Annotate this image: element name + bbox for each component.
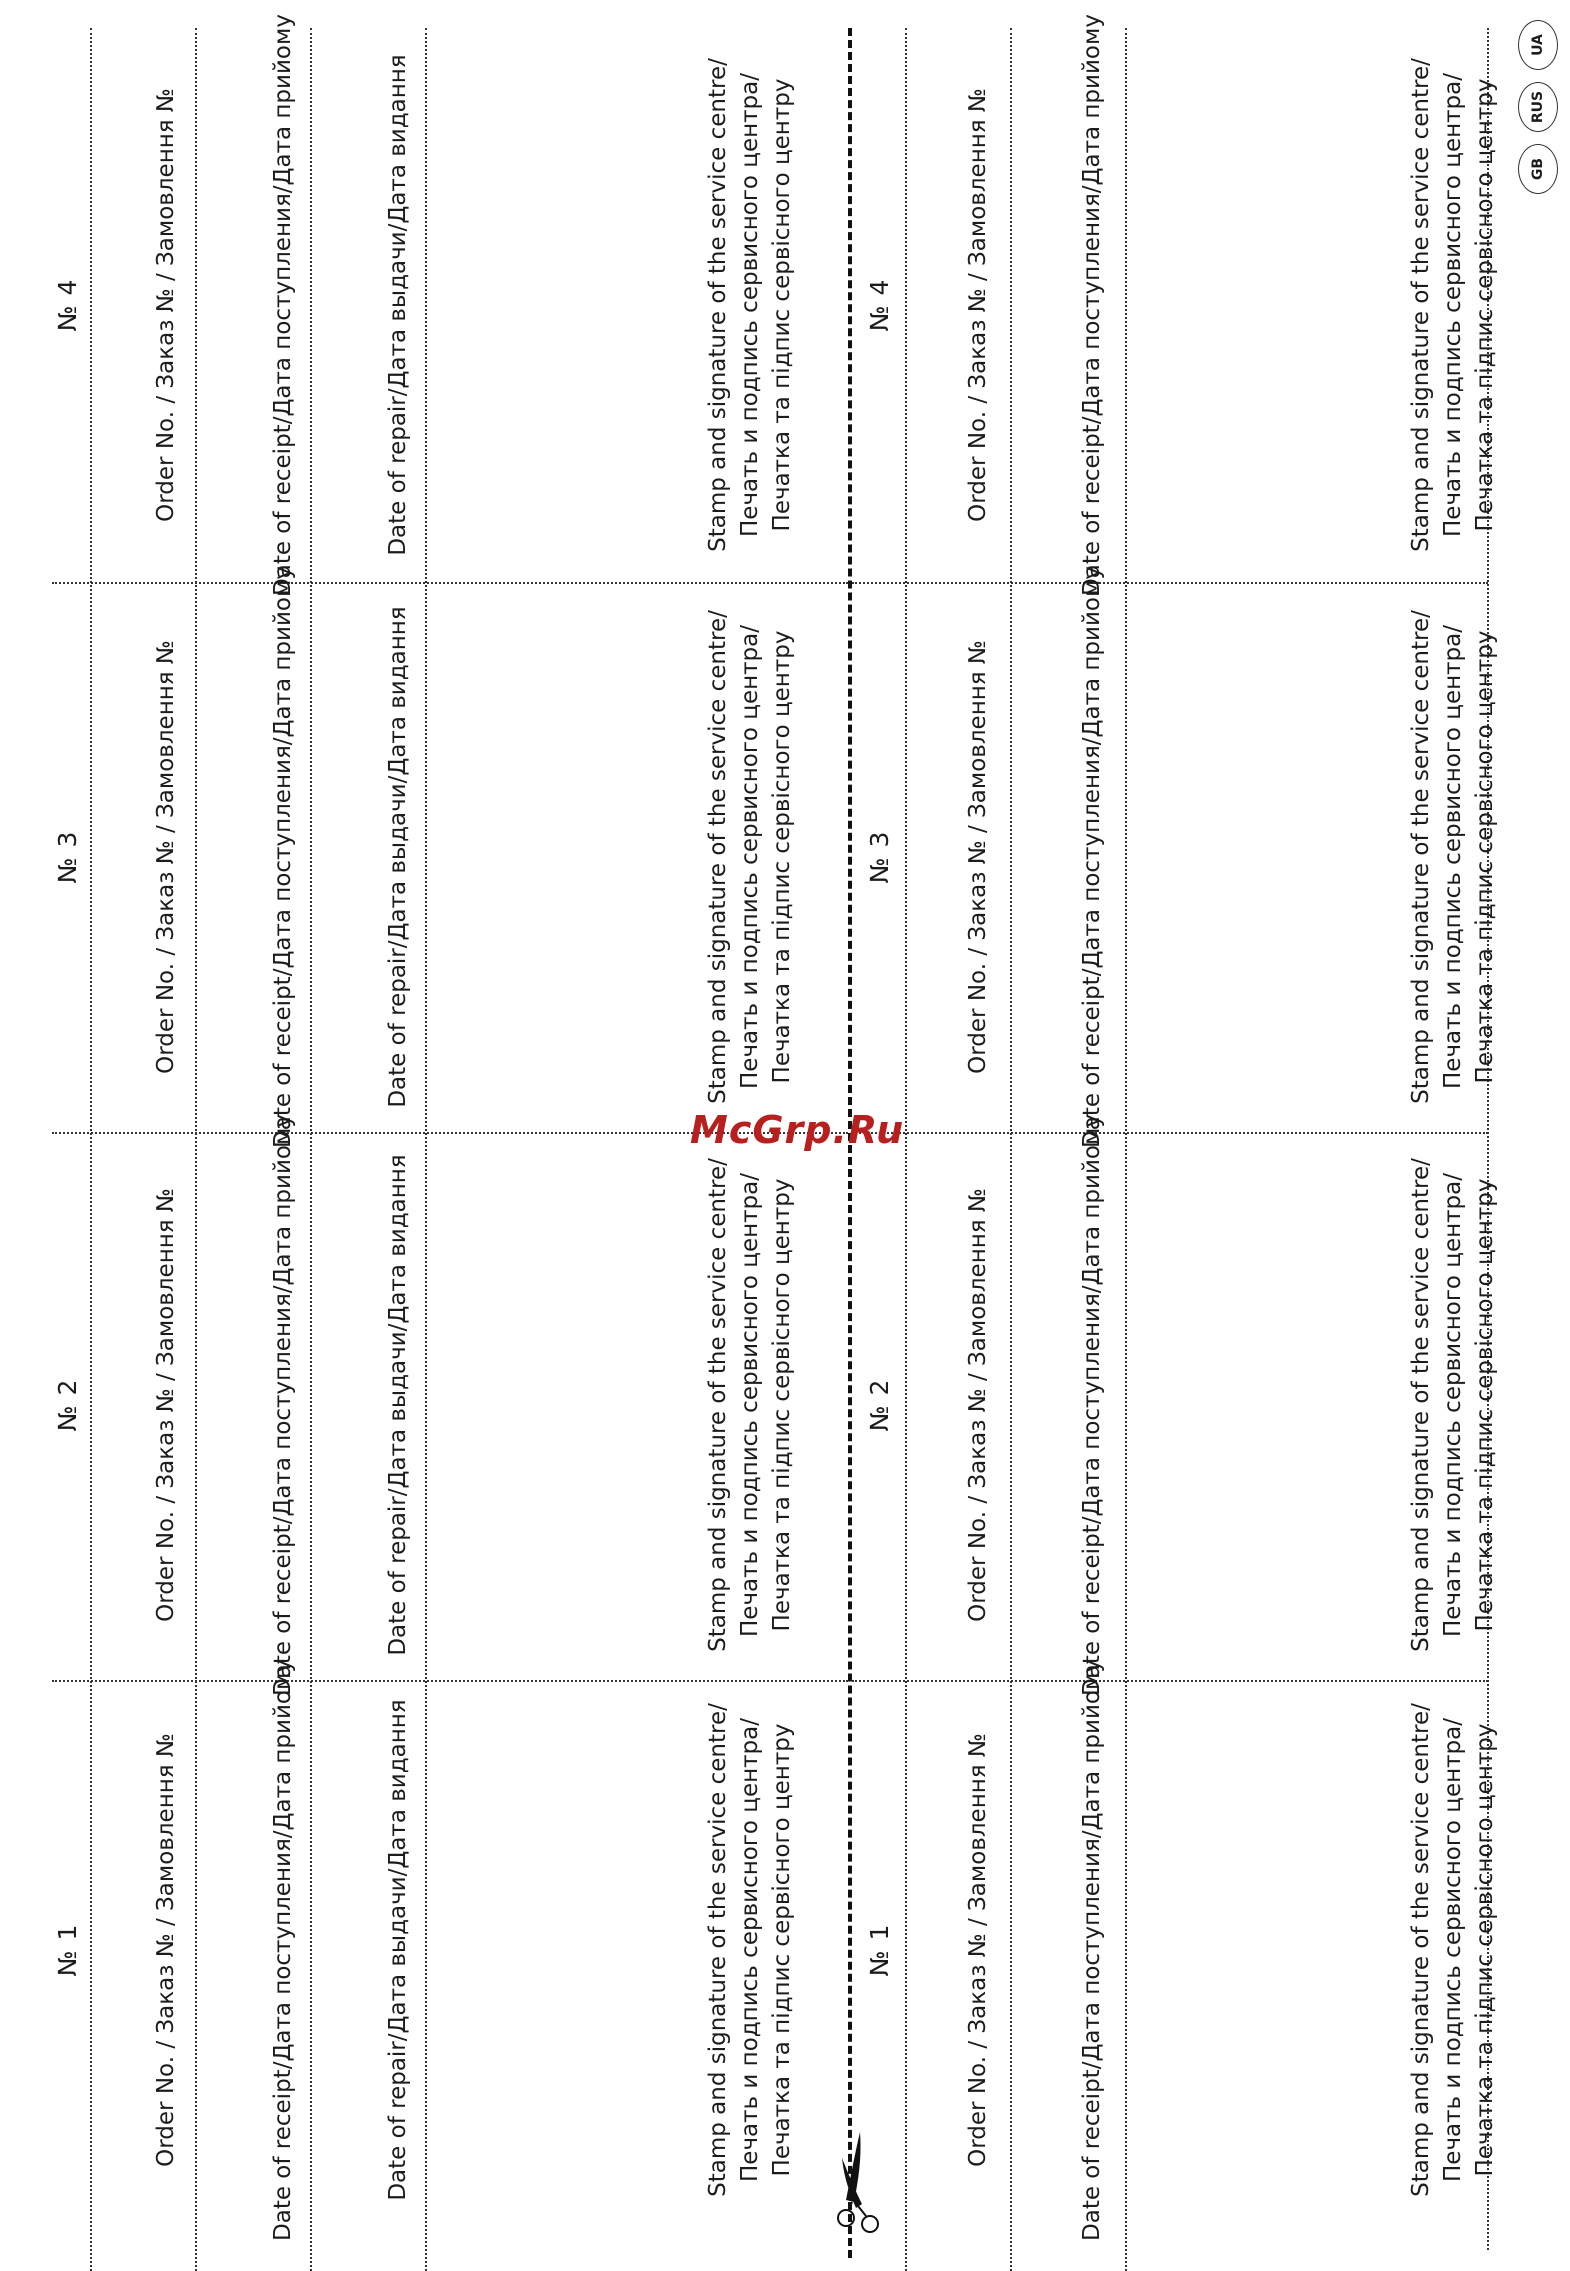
order-number-label: Order No. / Заказ № / Замовлення № (153, 1188, 179, 1622)
receipt-date-label: Date of receipt/Дата поступления/Дата прийому (1079, 566, 1105, 1148)
coupon-separator (52, 582, 848, 584)
receipt-date-label: Date of receipt/Дата поступления/Дата прийому (270, 566, 296, 1148)
order-number-label: Order No. / Заказ № / Замовлення № (153, 88, 179, 522)
divider-line (425, 28, 427, 2271)
coupon-number: № 4 (865, 278, 894, 332)
stamp-signature-label: Stamp and signature of the service centre/ Печать и подпись сервисного центра/ Печатка та підпис сервісного центру (705, 1158, 795, 1652)
repair-date-label: Date of repair/Дата выдачи/Дата видання (385, 54, 411, 556)
language-badges (1518, 20, 1562, 205)
receipt-date-label: Date of receipt/Дата поступления/Дата прийому (1079, 1659, 1105, 2241)
coupon-separator (852, 582, 1488, 584)
divider-line (90, 28, 92, 2271)
receipt-date-label: Date of receipt/Дата поступления/Дата прийому (1079, 14, 1105, 596)
coupon-separator (852, 1680, 1488, 1682)
coupon-number: № 2 (865, 1378, 894, 1432)
order-number-label: Order No. / Заказ № / Замовлення № (153, 640, 179, 1074)
coupon-number: № 4 (53, 278, 82, 332)
repair-date-label: Date of repair/Дата выдачи/Дата видання (385, 1699, 411, 2201)
receipt-date-label: Date of receipt/Дата поступления/Дата прийому (270, 1114, 296, 1696)
divider-line (1125, 28, 1127, 2271)
language-badge-ua: UA (1518, 20, 1558, 70)
stamp-signature-label: Stamp and signature of the service centre/ Печать и подпись сервисного центра/ Печатка та підпис сервісного центру (705, 58, 795, 552)
stamp-signature-label: Stamp and signature of the service centre/ Печать и подпись сервисного центра/ Печатка та підпис сервісного центру (1408, 58, 1498, 552)
scissors-icon (828, 2128, 888, 2238)
stamp-signature-label: Stamp and signature of the service centre/ Печать и подпись сервисного центра/ Печатка та підпис сервісного центру (1408, 1158, 1498, 1652)
coupon-separator (852, 1132, 1488, 1134)
coupon-number: № 1 (865, 1923, 894, 1977)
divider-line (1010, 28, 1012, 2271)
stamp-signature-label: Stamp and signature of the service centre/ Печать и подпись сервисного центра/ Печатка та підпис сервісного центру (1408, 1703, 1498, 2197)
order-number-label: Order No. / Заказ № / Замовлення № (965, 88, 991, 522)
divider-line (195, 28, 197, 2271)
repair-date-label: Date of repair/Дата выдачи/Дата видання (385, 1154, 411, 1656)
order-number-label: Order No. / Заказ № / Замовлення № (153, 1733, 179, 2167)
coupon-number: № 2 (53, 1378, 82, 1432)
receipt-date-label: Date of receipt/Дата поступления/Дата прийому (270, 14, 296, 596)
stamp-signature-label: Stamp and signature of the service centre/ Печать и подпись сервисного центра/ Печатка та підпис сервісного центру (705, 610, 795, 1104)
coupon-number: № 1 (53, 1923, 82, 1977)
stamp-signature-label: Stamp and signature of the service centre/ Печать и подпись сервисного центра/ Печатка та підпис сервісного центру (1408, 610, 1498, 1104)
repair-date-label: Date of repair/Дата выдачи/Дата видання (385, 606, 411, 1108)
language-badge-gb: GB (1518, 144, 1558, 194)
receipt-date-label: Date of receipt/Дата поступления/Дата прийому (270, 1659, 296, 2241)
divider-line (905, 28, 907, 2271)
coupon-separator (52, 1680, 848, 1682)
divider-line (310, 28, 312, 2271)
watermark: McGrp.Ru (690, 1108, 905, 1152)
language-badge-rus: RUS (1518, 82, 1558, 132)
order-number-label: Order No. / Заказ № / Замовлення № (965, 640, 991, 1074)
receipt-date-label: Date of receipt/Дата поступления/Дата прийому (1079, 1114, 1105, 1696)
stamp-signature-label: Stamp and signature of the service centre/ Печать и подпись сервисного центра/ Печатка та підпис сервісного центру (705, 1703, 795, 2197)
order-number-label: Order No. / Заказ № / Замовлення № (965, 1188, 991, 1622)
coupon-number: № 3 (53, 830, 82, 884)
order-number-label: Order No. / Заказ № / Замовлення № (965, 1733, 991, 2167)
coupon-number: № 3 (865, 830, 894, 884)
